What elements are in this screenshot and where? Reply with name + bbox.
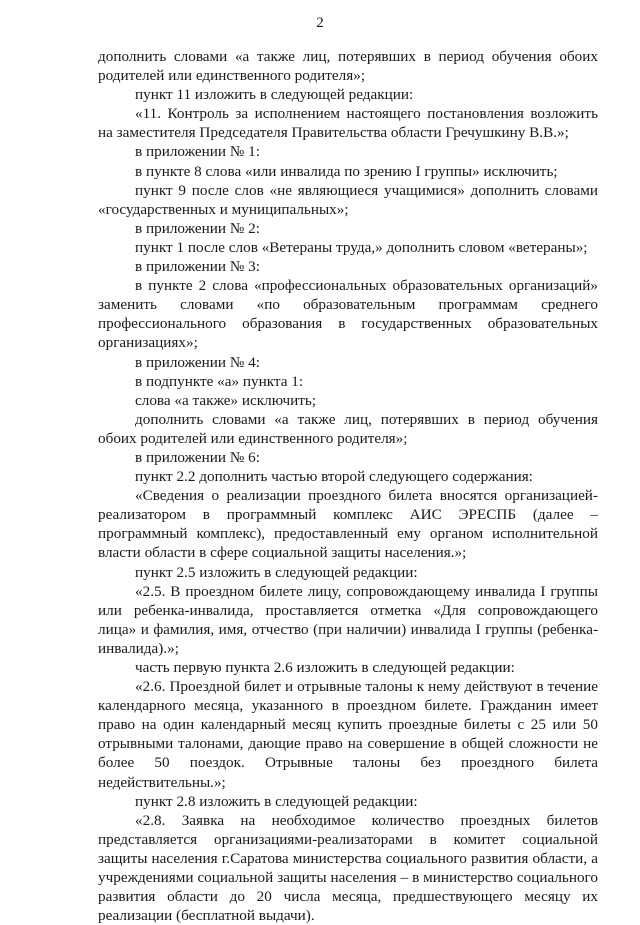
paragraph: в приложении № 6: [135,448,260,466]
paragraph: пункт 2.5 изложить в следующей редакции: [135,563,418,581]
paragraph: в пункте 8 слова «или инвалида по зрению I группы» исключить; [135,162,558,180]
paragraph: в подпункте «а» пункта 1: [135,372,304,390]
paragraph: в пункте 2 слова «профессиональных образовательных организаций» заменить словами «по образовательным программам среднего профессионального образования в государственных образовательных организациях»; [98,277,598,352]
paragraph: часть первую пункта 2.6 изложить в следующей редакции: [135,659,515,676]
paragraph: «2.6. Проездной билет и отрывные талоны к нему действуют в течение календарного месяца, указанного в проездном билете. Гражданин имеет право на один календарный месяц купить проездные билеты с 25 или 50 отрывными талонами, дающие право на совершение в общей сложности не более 50 поездок. Отрывные талоны без проездного билета недействительны.»; [98,678,598,791]
paragraph: пункт 9 после слов «не являющиеся учащимися» дополнить словами «государственных и муниципальных»; [98,181,598,218]
paragraph: дополнить словами «а также лиц, потерявших в период обучения обоих родителей или единственного родителя»; [98,410,598,447]
paragraph: «11. Контроль за исполнением настоящего постановления возложить на заместителя Председателя Правительства области Гречушкину В.В.»; [98,105,598,142]
paragraph: пункт 2.8 изложить в следующей редакции: [135,792,418,810]
paragraph: пункт 1 после слов «Ветераны труда,» дополнить словом «ветераны»; [135,238,588,256]
paragraph: «2.8. Заявка на необходимое количество проездных билетов представляется организациями-реализаторами в комитет социальной защиты населения г.Саратова министерства социального развития области, а учреждениями социальной защиты населения – в министерство социального развития области до 20 числа месяца, предшествующего месяцу их реализации (бесплатной выдачи). [98,811,598,925]
paragraph: «Сведения о реализации проездного билета вносятся организацией-реализатором в программный комплекс АИС ЭРЕСПБ (далее – программный комплекс), предоставленный ему органом исполнительной власти области в сфере социальной защиты населения.»; [98,487,598,562]
paragraph: пункт 2.2 дополнить частью второй следующего содержания: [135,468,533,486]
paragraph: в приложении № 4: [135,353,260,371]
paragraph: дополнить словами «а также лиц, потерявших в период обучения обоих родителей или единственного родителя»; [98,48,598,85]
paragraph: в приложении № 2: [135,219,260,237]
paragraph: в приложении № 3: [135,258,260,276]
paragraph: слова «а также» исключить; [135,391,317,409]
document-body [98,47,598,925]
page-number: 2 [316,15,324,31]
paragraph: «2.5. В проездном билете лицу, сопровождающему инвалида I группы или ребенка-инвалида, проставляется отметка «Для сопровождающего лица» и фамилия, имя, отчество (при наличии) инвалида I группы (ребенка-инвалида).»; [98,582,598,657]
paragraph: пункт 11 изложить в следующей редакции: [135,86,414,104]
paragraph: в приложении № 1: [135,143,260,161]
